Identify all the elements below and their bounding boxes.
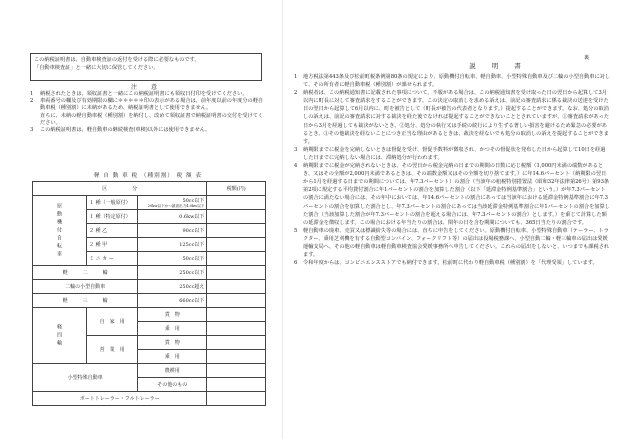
explanation-num: 1: [294, 74, 298, 80]
row-label: 二輪の小型自動車: [33, 280, 138, 294]
explanation-num: 5: [294, 227, 298, 234]
row-spec: 250cc超え: [138, 280, 207, 294]
explanation-item: [294, 73, 610, 89]
row-rate: [207, 294, 266, 308]
table-row: [33, 308, 266, 322]
caution-num: 1: [30, 91, 34, 97]
header-kubun: 区 分: [33, 182, 207, 196]
explanation-list: [294, 73, 610, 267]
caution-text: 車両番号の欄及び有効期限の欄に＊＊＊＊＊印の表示がある場合は、前年度以前の年度分の軽自動車税（種別割）に未納があるため、納税証明書として使用できません。: [40, 98, 264, 112]
caution-num: 3: [30, 127, 34, 134]
row-rate: [207, 378, 266, 392]
row-spec: 125cc以下: [138, 238, 207, 252]
caution-text: この納税証明書は、軽自動車の継続検査(車検)以外には使用できません。: [40, 127, 211, 134]
row-spec-sub: 20kw以下かつ最高出力4.0kw以下: [147, 204, 205, 208]
row-spec-main: 50cc以下: [182, 198, 205, 204]
row-label-special: 小型特殊自動車: [33, 364, 138, 392]
table-row: [33, 392, 266, 406]
row-spec: 660cc以下: [138, 294, 207, 308]
notice-line-1: この納税証明書は、自動車検査証の返付を受ける際に必要なものです。: [34, 57, 200, 63]
row-label: ミ ニ カ ー: [87, 252, 138, 266]
row-rate: [207, 252, 266, 266]
row-rate: [207, 196, 266, 210]
row-spec: 貨 物: [138, 336, 207, 350]
row-rate: [207, 336, 266, 350]
row-label-biz: 営 業 用: [87, 336, 138, 364]
tax-rate-table: [32, 181, 266, 406]
row-spec: 貨 物: [138, 308, 207, 322]
row-label: ２ 種 乙: [87, 224, 138, 238]
explanation-text: 地方税法第443条及び松前町税条例第80条の規定により、原動機付自転車、軽自動車、小型特殊自動車及び二輪の小型自動車に対して、その所有者に軽自動車税（種別割）が課せられます。: [303, 74, 611, 89]
explanation-num: 2: [294, 90, 298, 97]
caution-list: [30, 91, 266, 134]
explanation-item: [294, 162, 610, 227]
table-row: [33, 294, 266, 308]
row-label: １ 種（一般原付）: [87, 196, 138, 210]
row-spec: 農耕用: [138, 364, 207, 378]
row-rate: [207, 210, 266, 224]
explanation-title: 説明書: [469, 62, 537, 70]
caution-num: [30, 113, 40, 127]
explanation-item: [294, 227, 610, 259]
row-label-trailer: ボートトレーラー・フルトレーラー: [33, 392, 207, 406]
caution-text: 納税されたときは、領収証書と一緒にこの納税証明書にも領収日付印を受けてください。: [40, 91, 248, 97]
caution-item: [30, 98, 266, 112]
row-rate: [207, 364, 266, 378]
caution-text: 直ちに、未納の軽自動車税（種別割）を納付し、改めて領収証書で納税証明書の交付を受けてください。: [40, 112, 264, 126]
row-spec: 0.6kw以下: [138, 210, 207, 224]
row-rate: [207, 308, 266, 322]
row-rate: [207, 322, 266, 336]
tax-table-title: 軽 自 動 車 税 （種別割） 税 額 表: [94, 173, 202, 179]
back-side-label: 裏: [584, 55, 590, 61]
row-spec: その他のもの: [138, 378, 207, 392]
row-label: １ 種（特定原付）: [87, 210, 138, 224]
row-spec: 乗 用: [138, 350, 207, 364]
row-label: 軽 三 輪: [33, 294, 138, 308]
explanation-text: 令和年度からは、コンビニエンスストアでも納付できます。松前町に代わり軽自動車税（種別割）を「代理受領」しています。: [303, 260, 598, 267]
row-spec: 250cc以下: [138, 266, 207, 280]
caution-item: [30, 113, 266, 127]
row-label: 軽 二 輪: [33, 266, 138, 280]
row-label-own: 自 家 用: [87, 308, 138, 336]
row-spec: 90cc以下: [138, 224, 207, 238]
row-rate: [207, 238, 266, 252]
table-row: [33, 266, 266, 280]
row-rate: [207, 280, 266, 294]
row-spec: 50cc以下: [138, 252, 207, 266]
explanation-item: [294, 89, 610, 146]
group-label-bike: 原動機付自転車: [33, 196, 87, 266]
caution-item: [30, 127, 266, 134]
notice-box: [30, 53, 262, 81]
row-label: ２ 種 甲: [87, 238, 138, 252]
explanation-item: [294, 259, 610, 267]
table-header-row: [33, 182, 266, 196]
explanation-num: 4: [294, 163, 298, 170]
row-spec: [138, 196, 207, 210]
row-rate: [207, 392, 266, 406]
explanation-text: 納税者は、この納税通知書に記載された事項について、不服がある場合は、この納税通知書を受け取った日の翌日から起算して3月以内に町長に対して審査請求をすることができます。この決定の取消しを求める訴えは、前記の審査請求に係る裁決の送達を受けた日の翌日から起算して6月以内に、町を被告として（町長が被告の代表者となります。）提起することができます。なお、処分の取消しの訴えは、前記の審査請求に対する裁決を経た後でなければ提起することができないこととされていますが、①審査請求があった日から3月を経過しても裁決がないとき、②処分、処分の執行又は手続の続行により生ずる著しい損害を避けるため緊急の必要があるとき、③その他裁決を経ないことにつき正当な理由があるときは、裁決を経ないでも処分の取消しの訴えを提起することができます。: [303, 90, 610, 145]
fold-line: [282, 0, 283, 439]
table-row: [33, 364, 266, 378]
notice-line-2: 「自動車検査証」と一緒に大切に保管してください。: [34, 64, 159, 71]
explanation-text: 軽自動車の廃車、売買又は標識紛失等の場合には、直ちに申告をしてください。原動機付自転車、小型特殊自動車（テーラー、トラクター、乗用芝刈機を有する自動型コンバイン、フォークリフト等）の届出は役場税務課へ、小型自動二輪・軽三輪車の届出は愛媛運輸支局へ、その他の軽自動車は軽自動車検査協会愛媛事務所へ申告してください。これらの届出をしないと、いつまでも課税されます。: [303, 227, 610, 259]
explanation-text: 納期限までに税金が完納されないときは、その翌日から税金完納の日までの期間の日数に応じ税額（1,000円未満の端数があるとき、又はその全額が2,000円未満であるときは、その端数金額又はその全額を切り捨てます。）に年14.6パーセント（納期限の翌日から1月を経過する日までの期間については、年7.3パーセント）の割合（当該年の租税特別措置法（昭和32年法律第26号）第93条第2項に規定する平均貸付割合に年1パーセントの割合を加算した割合（以下「延滞金特例基準割合」という。）が年7.3パーセントの割合に満たない場合には、その年中においては、年14.6パーセントの割合にあっては当該年における延滞金特例基準割合に年7.3パーセントの割合を加算した割合とし、年7.3パーセントの割合にあっては当該延滞金特例基準割合に年1パーセントの割合を加算した割合（当該加算した割合が年7.3パーセントの割合を超える場合には、年7.3パーセントの割合）とします。）を乗じて計算した額の延滞金を徴収します。この場合における年当たりの割合は、閏年の日を含む期間についても、365日当たりの割合です。: [303, 163, 610, 226]
explanation-text: 納期限までに税金を完納しないときは督促を受け、督促手数料が徴収され、かつその督促状を発布した日から起算して10日を経過した日までに完納しない場合には、滞納処分が行われます。: [303, 146, 606, 161]
row-spec: 乗 用: [138, 322, 207, 336]
caution-heading: 注 意: [130, 84, 161, 91]
caution-num: 2: [30, 98, 34, 105]
explanation-num: 3: [294, 146, 298, 153]
row-rate: [207, 266, 266, 280]
header-rate: 税額(円): [207, 182, 266, 196]
table-row: [33, 196, 266, 210]
explanation-item: [294, 146, 610, 162]
row-rate: [207, 224, 266, 238]
table-row: [33, 280, 266, 294]
explanation-num: 6: [294, 260, 298, 267]
group-label-car: 軽四輪: [33, 308, 87, 364]
row-rate: [207, 350, 266, 364]
